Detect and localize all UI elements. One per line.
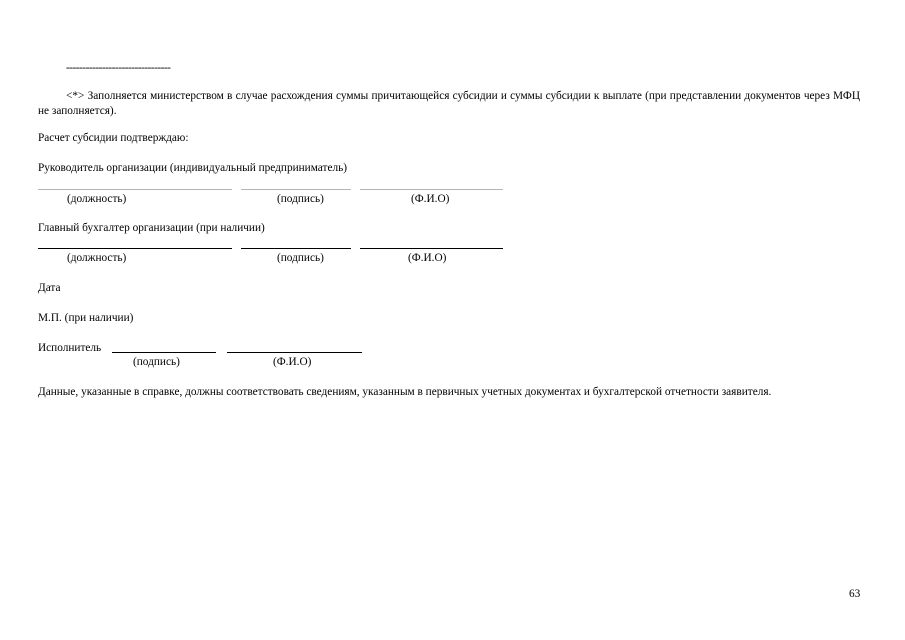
accountant-signature-caption: (подпись) (277, 252, 324, 264)
footnote-separator: -------------------------------- (66, 62, 171, 74)
stamp-label: М.П. (при наличии) (38, 312, 134, 324)
accountant-position-caption: (должность) (67, 252, 127, 264)
note-text: Данные, указанные в справке, должны соответствовать сведениям, указанным в первичных учетных документах и бухгалтерской отчетности заявителя. (38, 386, 772, 398)
executor-label: Исполнитель (38, 342, 102, 354)
confirm-text: Расчет субсидии подтверждаю: (38, 132, 189, 144)
head-name-caption: (Ф.И.О) (411, 193, 450, 205)
page-number: 63 (849, 588, 861, 600)
accountant-name-line (360, 248, 503, 249)
executor-signature-caption: (подпись) (133, 356, 180, 368)
footnote-marker: <*> (66, 90, 85, 102)
head-position-caption: (должность) (67, 193, 127, 205)
head-title: Руководитель организации (индивидуальный предприниматель) (38, 162, 348, 174)
accountant-name-caption: (Ф.И.О) (408, 252, 447, 264)
footnote-text: Заполняется министерством в случае расхождения суммы причитающейся субсидии и суммы субсидии к выплате (при представлении документов через МФЦ не заполняется). (38, 90, 861, 117)
date-label: Дата (38, 282, 61, 294)
head-signature-caption: (подпись) (277, 193, 324, 205)
executor-name-caption: (Ф.И.О) (273, 356, 312, 368)
footnote-paragraph (38, 89, 860, 119)
executor-name-line (227, 352, 362, 353)
accountant-title: Главный бухгалтер организации (при наличии) (38, 222, 265, 234)
executor-signature-line (112, 352, 216, 353)
accountant-position-line (38, 248, 232, 249)
head-name-line (360, 189, 503, 190)
head-signature-line (241, 189, 351, 190)
accountant-signature-line (241, 248, 351, 249)
head-position-line (38, 189, 232, 190)
